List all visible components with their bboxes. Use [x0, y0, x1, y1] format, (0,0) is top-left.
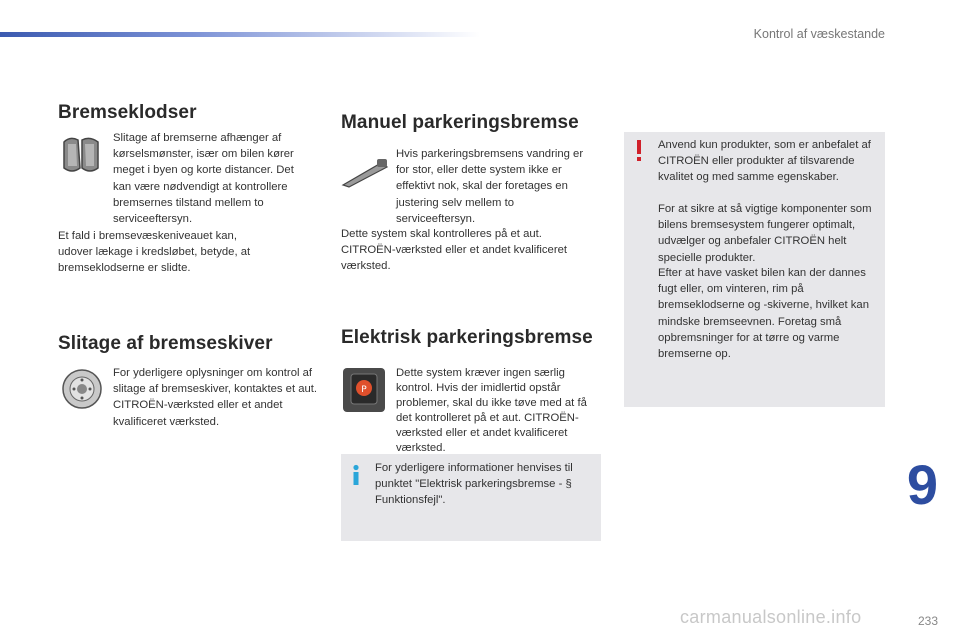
info-box: [341, 454, 601, 541]
electric-brake-switch-icon: [341, 366, 387, 414]
warning-icon: [634, 140, 644, 162]
manual-brake-text-1: Hvis parkeringsbremsens vandring er for stor, eller dette system ikke er effektivt nok, skal der foretages en justering selv mellem to serviceeftersyn.: [396, 148, 584, 225]
brake-disc-icon: [60, 366, 104, 412]
brake-discs-text: For yderligere oplysninger om kontrol af slitage af bremseskiver, kontaktes et aut. CITROËN-værksted eller et andet kvalificeret værksted.: [113, 367, 318, 428]
manual-parking-brake-title: Manuel parkeringsbremse: [341, 112, 579, 133]
electric-brake-text: Dette system kræver ingen særlig kontrol. Hvis der imidlertid opstår problemer, skal du ikke tøve med at få det kontrolleret på et aut. CITROËN-værksted eller et andet kvalificeret værksted.: [396, 367, 587, 454]
brake-pads-title: Bremseklodser: [58, 102, 197, 123]
header-accent-bar: [0, 32, 480, 37]
svg-text:P: P: [361, 385, 367, 395]
brake-pads-text-2: Et fald i bremsevæskeniveauet kan, udover lækage i kredsløbet, betyde, at bremseklodserne er slidte.: [58, 230, 251, 275]
info-box-text: For yderligere informationer henvises til punktet "Elektrisk parkeringsbremse - § Funktionsfejl".: [375, 462, 573, 507]
warning-text-2: For at sikre at så vigtige komponenter som bilens bremsesystem fungerer optimalt, udvælger og anbefaler CITROËN helt specielle produkter.: [658, 203, 872, 264]
electric-parking-brake-title: Elektrisk parkeringsbremse: [341, 327, 593, 348]
warning-box: [624, 132, 885, 407]
manual-brake-text-2: Dette system skal kontrolleres på et aut. CITROËN-værksted eller et andet kvalificeret værksted.: [341, 228, 568, 273]
warning-text-1: Anvend kun produkter, som er anbefalet af CITROËN eller produkter af tilsvarende kvalitet og med samme egenskaber.: [658, 139, 871, 184]
info-icon: [349, 464, 363, 486]
handbrake-lever-icon: [341, 155, 389, 189]
brake-pads-text-1: Slitage af bremserne afhænger af kørselsmønster, især om bilen kører meget i byen og korte distancer. Det kan være nødvendigt at kontrollere bremsernes tilstand mellem to serviceeftersyn.: [113, 132, 294, 226]
page-number: 233: [917, 614, 938, 628]
running-title: Kontrol af væskestande: [753, 27, 885, 41]
watermark: carmanualsonline.info: [680, 607, 862, 627]
brake-discs-title: Slitage af bremseskiver: [58, 333, 273, 354]
warning-text-3: Efter at have vasket bilen kan der dannes fugt eller, om vinteren, rim på bremseklodserne og -skiverne, hvilket kan mindske bremseevnen. Foretag små opbremsninger for at tørre og varme bremserne op.: [658, 267, 869, 361]
brake-pads-icon: [58, 132, 104, 178]
chapter-number: 9: [906, 453, 938, 516]
